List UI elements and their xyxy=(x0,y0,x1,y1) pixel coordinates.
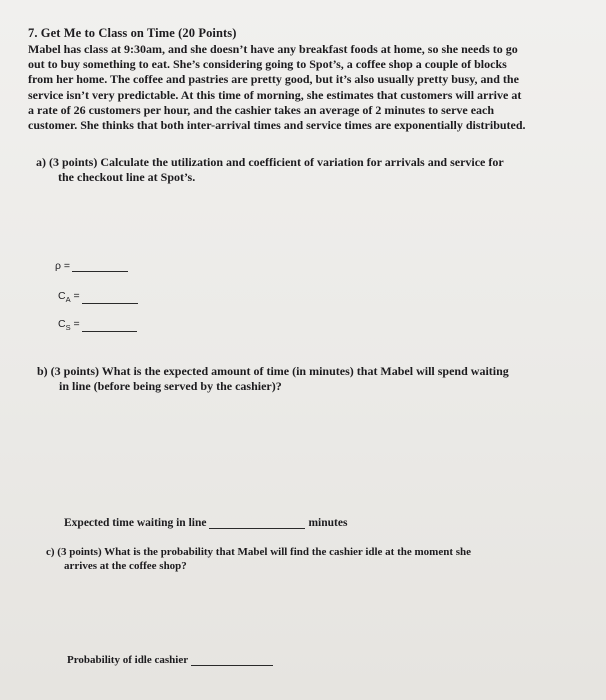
rho-answer-row xyxy=(55,260,128,272)
part-c-line1: c) (3 points) What is the probability that Mabel will find the cashier idle at the moment she xyxy=(46,546,472,558)
waiting-time-blank[interactable] xyxy=(209,518,305,529)
cs-label: $C_S$ = xyxy=(58,318,80,333)
cs-answer-blank[interactable] xyxy=(82,321,137,332)
waiting-time-label: Expected time waiting in line xyxy=(64,517,207,529)
question-text xyxy=(28,42,548,133)
cs-answer-row xyxy=(58,318,137,332)
idle-probability-answer-row xyxy=(67,654,276,666)
rho-label: ρ = xyxy=(55,260,71,272)
question-line: a rate of 26 customers per hour, and the cashier takes an average of 2 minutes to serve each xyxy=(28,102,495,117)
part-c-prompt xyxy=(46,546,471,573)
part-b-line1: b) (3 points) What is the expected amount of time (in minutes) that Mabel will spend waiting xyxy=(37,364,509,378)
question-line: service isn’t very predictable. At this time of morning, she estimates that customers will arrive at xyxy=(28,87,522,102)
question-line: customer. She thinks that both inter-arrival times and service times are exponentially distributed. xyxy=(28,118,526,133)
part-a-prompt xyxy=(36,155,504,184)
part-a-line2: the checkout line at Spot’s. xyxy=(58,169,196,184)
idle-probability-label: Probability of idle cashier xyxy=(67,654,189,666)
part-c-line2: arrives at the coffee shop? xyxy=(64,559,187,572)
waiting-time-answer-row xyxy=(64,517,347,529)
waiting-time-unit: minutes xyxy=(308,517,348,529)
question-line: from her home. The coffee and pastries are pretty good, but it’s also usually pretty busy, and the xyxy=(28,72,519,87)
question-line: out to buy something to eat. She’s considering going to Spot’s, a coffee shop a couple of blocks xyxy=(28,57,507,72)
part-a-line1: a) (3 points) Calculate the utilization and coefficient of variation for arrivals and service for xyxy=(36,155,504,169)
ca-label: $C_A$ = xyxy=(58,290,80,305)
ca-answer-blank[interactable] xyxy=(82,293,138,304)
ca-answer-row xyxy=(58,290,138,304)
question-heading: 7. Get Me to Class on Time (20 Points) xyxy=(28,26,237,40)
question-line: Mabel has class at 9:30am, and she doesn’t have any breakfast foods at home, so she needs to go xyxy=(28,42,518,56)
rho-answer-blank[interactable] xyxy=(72,261,128,272)
part-b-line2: in line (before being served by the cashier)? xyxy=(59,378,282,393)
idle-probability-blank[interactable] xyxy=(191,655,273,666)
part-b-prompt xyxy=(37,364,509,393)
